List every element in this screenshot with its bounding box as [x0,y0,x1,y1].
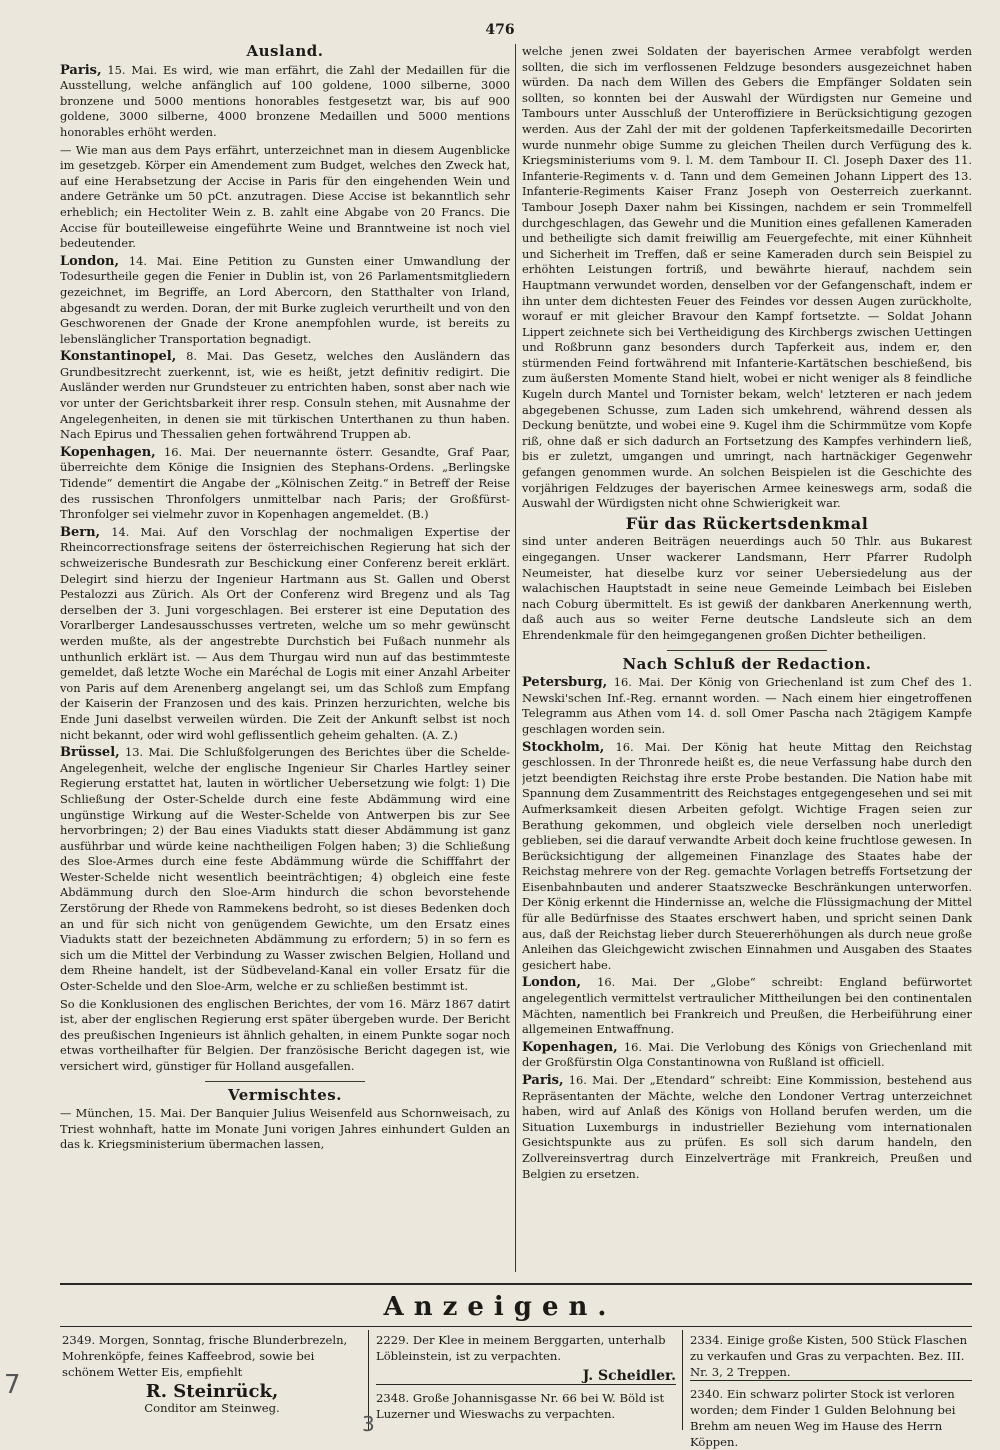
column-divider [515,44,516,1272]
ad-text: 2340. Ein schwarz polirter Stock ist verloren worden; dem Finder 1 Gulden Belohnung bei Brehm am neuen Weg im Hause des Herrn Köppen. [690,1387,956,1449]
article-text: 16. Mai. Der „Etendard“ schreibt: Eine Kommission, bestehend aus Repräsentanten der Mächte, welche den Londoner Vertrag unterzeichnet haben, wird auf Anlaß des Königs von Holland berufen werden, um die Situation Luxemburgs in industrieller Beziehung vom internationalen Gesichtspunkte aus zu prüfen. Es soll sich darum handeln, den Zollvereinsvertrag durch Einzelverträge mit Frankreich, Preußen und Belgien zu ersetzen. [522,1073,972,1181]
article-stockholm [522,740,972,974]
handwritten-margin-mark: 7 [4,1370,21,1400]
dateline-place: Bern, [60,524,101,540]
ad-2349 [62,1332,362,1416]
divider [205,1081,365,1082]
dateline-place: Brüssel, [60,745,120,761]
ad-divider [690,1380,972,1381]
article-muenchen [60,1106,510,1153]
ads-top-rule [60,1283,972,1285]
article-text: welche jenen zwei Soldaten der bayerischen Armee verabfolgt werden sollten, die sich im verflossenen Feldzuge besonders ausgezeichnet haben würden. Da nach dem Willen des Gebers die Empfänger Soldaten sein sollten, so konnten bei der Auswahl der Würdigsten nur Gemeine und Tambours unter Ausschluß der Unteroffiziere in Berücksichtigung gezogen werden. Aus der Zahl der mit der goldenen Tapferkeitsmedaille Decorirten wurde nunmehr obige Summe zu gleichen Theilen durch Verfügung des k. Kriegsministeriums vom 9. l. M. dem Tambour II. Cl. Joseph Daxer des 11. Infanterie-Regiments v. d. Tann und dem Gemeinen Johann Lippert des 13. Infanterie-Regiments Kaiser Franz Joseph von Oesterreich zuerkannt. Tambour Joseph Daxer nahm bei Kissingen, nachdem er sein Trommelfell durchgeschlagen, das Gewehr und die Munition eines gefallenen Kameraden und betheiligte sich damit freiwillig am Feuergefechte, mit einer Kühnheit und Sicherheit im Treffen, daß er seine Kameraden durch sein Beispiel zu erhöhten Leistungen fortriß, und bewährte hierauf, nachdem sein Hauptmann verwundet worden, denselben vor der Gefangenschaft, indem er ihn unter dem dichtesten Feuer des Feindes vor dessen Augen zurückholte, worauf er mit gleicher Bravour den Kampf fortsetzte. — Soldat Johann Lippert zeichnete sich bei Vertheidigung des Kirchbergs zwischen Uettingen und Roßbrunn ganz besonders durch Tapferkeit aus, indem er, den stürmenden Feind fortwährend mit Infanterie-Kartätschen beschießend, bis zum äußersten Momente Stand hielt, wobei er nicht weniger als 8 feindliche Kugeln durch Mantel und Tornister bekam, welch' letzteren er nach jedem abgegebenen Schusse, zum Laden sich umkehrend, während dessen als Deckung benützte, und wobei eine 9. Kugel ihm die Schirmmütze vom Kopfe riß, ohne daß er sich dadurch an Fortsetzung des Kampfes verhindern ließ, bis er zuletzt, umgangen und umringt, nach hartnäckiger Gegenwehr gefangen genommen wurde. An solchen Beispielen ist die Geschichte des vorjährigen Feldzuges der bayerischen Armee keineswegs arm, sodaß die Auswahl der Würdigsten nicht ohne Schwierigkeit war. [522,44,972,511]
article-text: — München, 15. Mai. Der Banquier Julius Weisenfeld aus Schornweisach, zu Triest wohnhaft, hatte im Monate Juni vorigen Jahres einhundert Gulden an das k. Kriegsministerium übermachen lassen, [60,1106,510,1152]
dateline-place: Kopenhagen, [60,444,156,460]
ad-2229 [376,1332,676,1384]
page-number: 476 [485,22,515,38]
left-column [60,44,510,1276]
ad-text: 2348. Große Johannisgasse Nr. 66 bei W. Böld ist Luzerner und Wieswachs zu verpachten. [376,1391,665,1421]
dateline-place: Konstantinopel, [60,349,177,365]
dateline-place: Kopenhagen, [522,1039,618,1055]
ad-divider [682,1330,683,1430]
ad-text: 2349. Morgen, Sonntag, frische Blunderbrezeln, Mohrenköpfe, feines Kaffeebrod, sowie bei schönem Wetter Eis, empfiehlt [62,1333,348,1379]
article-kopenhagen [60,445,510,523]
ad-2348 [376,1390,676,1422]
article-text: 15. Mai. Es wird, wie man erfährt, die Zahl der Medaillen für die Ausstellung, welche anfänglich auf 100 goldene, 1000 silberne, 3000 bronzene und 5000 mentions honorables festgesetzt war, bis auf 900 goldene, 3000 silberne, 4000 bronzene Medaillen und 5000 mentions honorables erhöht werden. [60,62,510,139]
article-paris-2 [60,143,510,252]
article-text: 13. Mai. Die Schlußfolgerungen des Berichtes über die Schelde-Angelegenheit, welche der englische Ingenieur Sir Charles Hartley seiner Regierung erstattet hat, lauten in wörtlicher Uebersetzung wie folgt: 1) Die Schließung der Oster-Schelde durch eine feste Abdämmung wird eine ungünstige Wirkung auf die Wester-Schelde von Antwerpen bis zur See hervorbringen; 2) der Bau eines Viadukts statt dieser Abdämmung ist ganz ausführbar und würde keine nachtheiligen Folgen haben; 3) die Schließung des Sloe-Armes durch eine feste Abdämmung würde die Schifffahrt der Wester-Schelde nicht wesentlich beeinträchtigen; 4) obgleich eine feste Abdämmung durch den Sloe-Arm hindurch die schon bevorstehende Zerstörung der Rhede von Rammekens bedroht, so ist dieses Bedenken doch an und für sich nicht von genügendem Gewichte, um den Ersatz eines Viadukts statt der bezeichneten Abdämmung zu erfordern; 5) in so fern es sich um die Mittel der Verbindung zu Wasser zwischen Belgien, Holland und dem Rheine handelt, ist der Südbeveland-Kanal ein voller Ersatz für die Oster-Schelde und den Sloe-Arm, welche er zu schließen bestimmt ist. [60,745,510,994]
section-title-ausland: Ausland. [246,44,324,60]
article-text: 16. Mai. Der „Globe“ schreibt: England befürwortet angelegentlich vermittelst vertraulicher Mittheilungen bei den continentalen Mächten, namentlich bei Frankreich und Preußen, die Herbeiführung einer allgemeinen Entwaffnung. [522,975,972,1037]
section-title-rueckertsdenkmal: Für das Rückertsdenkmal [625,513,869,533]
article-konstantinopel [60,349,510,443]
article-text: 16. Mai. Der König von Griechenland ist zum Chef des 1. Newski'schen Inf.-Reg. ernannt worden. — Nach einem hier eingetroffenen Telegramm aus Athen vom 14. d. soll Omer Pascha nach 2tägigem Kampfe geschlagen worden sein. [522,675,972,736]
dateline-place: Stockholm, [522,739,605,755]
article-muenchen-continued [522,44,972,512]
section-title-vermischtes: Vermischtes. [228,1085,342,1104]
article-text: 16. Mai. Die Verlobung des Königs von Griechenland mit der Großfürstin Olga Constantinowna von Rußland ist officiell. [522,1039,972,1070]
article-text: 16. Mai. Der König hat heute Mittag den Reichstag geschlossen. In der Thronrede heißt es, die neue Verfassung habe durch den jetzt beendigten Reichstag ihre erste Probe bestanden. Die Nation habe mit Spannung dem Zusammentritt des Reichstages entgegengesehen und sei mit Aufmerksamkeit diesen Arbeiten gefolgt. Wichtige Fragen seien zur Berathung gekommen, und obgleich viele derselben noch unerledigt geblieben, sei die darauf verwandte Arbeit doch keine fruchtlose gewesen. In Berücksichtigung der allgemeinen Finanzlage des Staates habe der Reichstag mehrere von der Reg. gemachte Vorlagen betreffs Fortsetzung der Eisenbahnbauten und anderer Staatszwecke Beschränkungen unterworfen. Der König erkennt die Hindernisse an, welche die Flüssigmachung der Mittel für alle Bedürfnisse des Staates erschwert haben, und spricht seinen Dank aus, daß der Reichstag lieber durch Steuererhöhungen als durch neue große Anleihen das Gleichgewicht zwischen Einnahmen und Ausgaben des Staates gesichert habe. [522,739,972,972]
article-text: So die Konklusionen des englischen Berichtes, der vom 16. März 1867 datirt ist, aber der englischen Regierung erst später übergeben wurde. Der Bericht des preußischen Ingenieurs ist ähnlich gehalten, in einem Punkte sogar noch etwas vortheilhafter für Belgien. Der französische Bericht dagegen ist, wie versichert wird, günstiger für Holland ausgefallen. [60,996,510,1073]
handwritten-margin-mark: 3 [362,1412,375,1436]
article-london-2 [522,975,972,1037]
article-rueckertsdenkmal [522,534,972,643]
article-paris-3 [522,1073,972,1182]
dateline-place: London, [522,975,582,991]
ad-text: 2334. Einige große Kisten, 500 Stück Flaschen zu verkaufen und Gras zu verpachten. Bez. III. Nr. 3, 2 Treppen. [690,1333,968,1379]
article-kopenhagen-2 [522,1040,972,1071]
article-text: — Wie man aus dem Pays erfährt, unterzeichnet man in diesem Augenblicke im gesetzgeb. Körper ein Amendement zum Budget, welches den Zweck hat, auf eine Herabsetzung der Accise in Paris für den eingehenden Wein und andere Getränke um 50 pCt. anzutragen. Diese Accise ist bekanntlich sehr erheblich; ein Hectoliter Wein z. B. zahlt eine Abgabe von 20 Francs. Die Accise für bouteilleweise eingeführte Weine und Branntweine ist noch viel bedeutender. [60,142,510,251]
ad-signer-subtitle: Conditor am Steinweg. [144,1401,280,1415]
article-petersburg [522,675,972,737]
ad-signer: J. Scheidler. [582,1368,676,1384]
article-paris [60,63,510,141]
ad-2334 [690,1332,972,1380]
article-text: 8. Mai. Das Gesetz, welches den Ausländern das Grundbesitzrecht zuerkennt, ist, wie es heißt, jetzt definitiv redigirt. Die Ausländer werden nur Grundsteuer zu entrichten haben, sonst aber nach wie vor unter der Gerichtsbarkeit ihrer resp. Consuln stehen, mit Ausnahme der Angelegenheiten, in denen sie mit türkischen Unterthanen zu thun haben. Nach Epirus und Thessalien gehen fortwährend Truppen ab. [60,349,510,442]
article-bruessel [60,745,510,995]
dateline-place: Paris, [522,1073,564,1088]
dateline-place: London, [60,253,120,269]
right-column [522,44,972,1224]
dateline-place: Petersburg, [522,675,608,691]
ads-title-rule [60,1326,972,1327]
ad-divider [376,1384,676,1385]
section-title-redaction: Nach Schluß der Redaction. [622,654,872,673]
article-bruessel-2 [60,997,510,1075]
article-text: 16. Mai. Der neuernannte österr. Gesandte, Graf Paar, überreichte dem Könige die Insignien des Stephans-Ordens. „Berlingske Tidende“ dementirt die Angabe der „Kölnischen Zeitg.“ in Betreff der Reise des russischen Thronfolgers unmittelbar nach Paris; der Großfürst-Thronfolger sei vielmehr zuvor in Kopenhagen angemeldet. (B.) [60,444,510,522]
ads-section-title: Anzeigen. [383,1292,617,1322]
article-bern [60,525,510,743]
article-london [60,254,510,348]
divider [667,650,827,651]
ad-2340 [690,1386,972,1450]
article-text: 14. Mai. Auf den Vorschlag der nochmaligen Expertise der Rheincorrectionsfrage seitens der österreichischen Regierung hat sich der schweizerische Bundesrath zur Beschickung einer Conferenz bereit erklärt. Delegirt sind hierzu der Ingenieur Hartmann aus St. Gallen und Oberst Pestalozzi aus Zürich. Als Ort der Conferenz wird Bregenz und als Tag derselben der 3. Juni vorgeschlagen. Bei ersterer ist eine Deputation des Vorarlberger Landesausschusses vertreten, welche um so mehr gewünscht werden mußte, als der angestrebte Durchstich bei Fußach nunmehr als unthunlich erklärt ist. — Aus dem Thurgau wird nun auf das bestimmteste gemeldet, daß letzte Woche ein Maréchal de Logis mit einer Anzahl Arbeiter von Paris auf dem Arenenberg angelangt sei, um das Schloß zum Empfang der Kaiserin der Franzosen und des kais. Prinzen herzurichten, welche bis Ende Juni daselbst verweilen würden. Die Zeit der Ankunft selbst ist noch nicht bekannt, oder wird wohl geflissentlich geheim gehalten. (A. Z.) [60,524,510,742]
article-text: sind unter anderen Beiträgen neuerdings auch 50 Thlr. aus Bukarest eingegangen. Unser wackerer Landsmann, Herr Pfarrer Rudolph Neumeister, hat dieselbe kurz vor seiner Uebersiedelung aus der walachischen Hauptstadt in seine neue Gemeinde Leimbach bei Eisleben nach Coburg übermittelt. Es ist gewiß der dankbaren Anerkennung werth, daß auch aus so weiter Ferne deutsche Landsleute sich an dem Ehrendenkmale für den heimgegangenen großen Dichter betheiligen. [522,534,972,642]
dateline-place: Paris, [60,62,102,78]
article-text: 14. Mai. Eine Petition zu Gunsten einer Umwandlung der Todesurtheile gegen die Fenier in Dublin ist, von 26 Parlamentsmitgliedern gezeichnet, im Begriffe, an Lord Abercorn, den Statthalter von Irland, abgesandt zu werden. Doran, der mit Burke zugleich verurtheilt und von den Geschworenen der Gnade der Krone anempfohlen wurde, ist bereits zu lebenslänglicher Transportation begnadigt. [60,253,510,346]
ad-signer: R. Steinrück, [145,1381,279,1402]
ad-text: 2229. Der Klee in meinem Berggarten, unterhalb Löbleinstein, ist zu verpachten. [376,1333,666,1363]
